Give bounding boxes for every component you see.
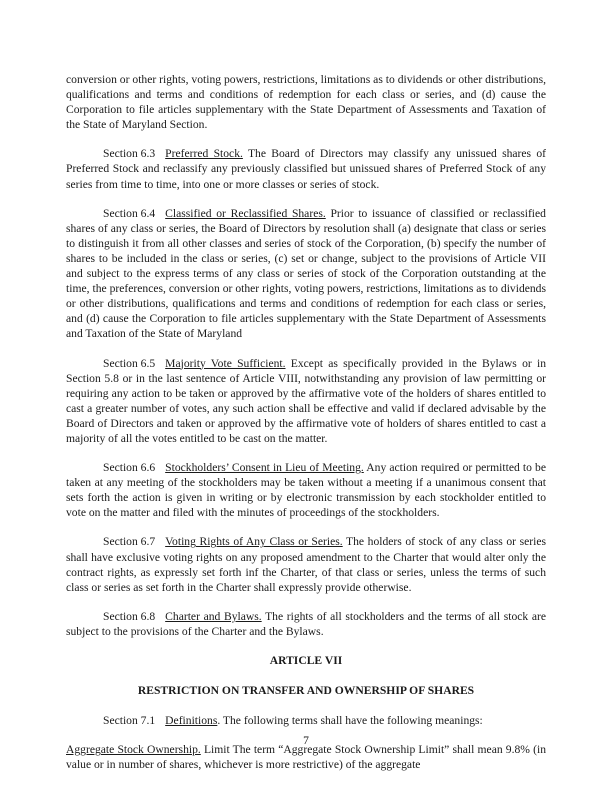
page-number: 7 (303, 734, 309, 747)
section-number: Section 6.3 (103, 147, 156, 161)
section-heading: Charter and Bylaws. (165, 609, 262, 623)
section-body: . The following terms shall have the following meanings: (217, 714, 483, 728)
paragraph-text: conversion or other rights, voting powers, restrictions, limitations as to dividends or other distributions, qualifications and terms and conditions of redemption for each class or series, and (d) cause the Corporation to file articles supplementary with the State Department of Assessments and Taxation of the State of Maryland Section. (66, 73, 546, 132)
definition-heading: Aggregate Stock Ownership. (66, 743, 201, 757)
section-body: Prior to issuance of classified or reclassified shares of any class or series, the Board of Directors by resolution shall (a) designate that class or series to distinguish it from all other classes and series of stock of the Corporation, (b) specify the number of shares to be included in the class or series, (c) set or change, subject to the provisions of Article VII and subject to the express terms of any class or series of stock of the Corporation outstanding at the time, the preferences, conversion or other rights, voting powers, restrictions, limitations as to dividends or other distributions, qualifications and terms and conditions of redemption for each class or series, and (d) cause the Corporation to file articles supplementary with the State Department of Assessments and Taxation of the State of Maryland (66, 206, 546, 341)
article-subtitle: RESTRICTION ON TRANSFER AND OWNERSHIP OF SHARES (137, 684, 475, 698)
section-body: The Board of Directors may classify any unissued shares of Preferred Stock and reclassify any previously classified but unissued shares of Preferred Stock of any series from time to time, into one or more classes or series of stock. (66, 147, 546, 191)
section-heading: Stockholders’ Consent in Lieu of Meeting. (165, 461, 364, 475)
section-body: The rights of all stockholders and the terms of all stock are subject to the provisions of the Charter and the Bylaws. (66, 609, 547, 638)
section-heading: Preferred Stock. (165, 147, 243, 161)
definition-body: Limit The term “Aggregate Stock Ownership Limit” shall mean 9.8% (in value or in number of shares, whichever is more restrictive) of the aggregate (66, 743, 546, 772)
section-heading: Classified or Reclassified Shares. (165, 206, 326, 220)
section-number: Section 7.1 (103, 714, 156, 728)
section-heading: Voting Rights of Any Class or Series. (165, 535, 343, 549)
section-number: Section 6.4 (103, 206, 156, 220)
section-6-5 (66, 356, 546, 447)
section-6-7 (66, 534, 546, 594)
section-body: The holders of stock of any class or series shall have exclusive voting rights on any proposed amendment to the Charter that would alter only the contract rights, as expressly set forth inf the Charter, of that class or series, unless the terms of such class or series as set forth in the Charter shall expressly provide otherwise. (66, 535, 546, 594)
section-body: Any action required or permitted to be taken at any meeting of the stockholders may be taken without a meeting if a unanimous consent that sets forth the action is given in writing or by electronic transmission by each stockholder entitled to vote on the matter and filed with the minutes of proceedings of the stockholders. (66, 461, 546, 520)
section-heading: Majority Vote Sufficient. (165, 356, 286, 370)
section-body: Except as specifically provided in the Bylaws or in Section 5.8 or in the last sentence of Article VIII, notwithstanding any provision of law permitting or requiring any action to be taken or approved by the affirmative vote of the holders of shares entitled to cast a greater number of votes, any such action shall be effective and valid if declared advisable by the Board of Directors and taken or approved by the affirmative vote of holders of shares entitled to cast a majority of all the votes entitled to be cast on the matter. (66, 356, 547, 445)
section-number: Section 6.6 (103, 461, 156, 475)
section-6-3 (66, 146, 546, 191)
section-6-8 (66, 609, 546, 639)
section-6-4 (66, 206, 546, 342)
paragraph-continuation (66, 72, 546, 132)
section-number: Section 6.5 (103, 356, 156, 370)
section-6-6 (66, 460, 546, 520)
article-title: ARTICLE VII (269, 654, 343, 667)
section-heading: Definitions (165, 714, 218, 728)
section-number: Section 6.7 (103, 535, 156, 549)
section-number: Section 6.8 (103, 609, 156, 623)
section-7-1 (66, 713, 546, 728)
document-body (66, 72, 546, 786)
